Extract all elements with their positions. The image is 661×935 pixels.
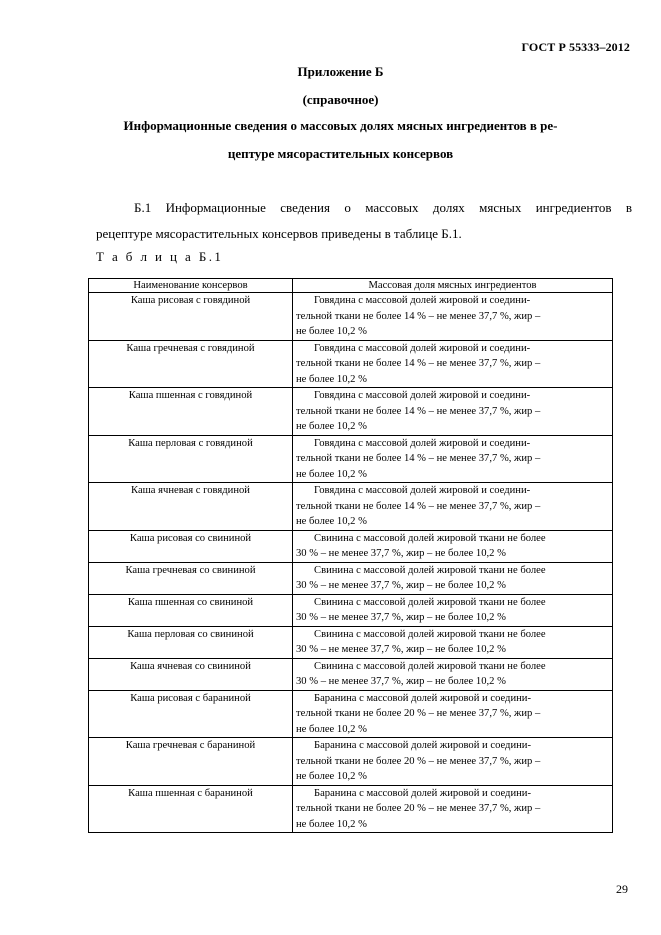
table-row (89, 594, 613, 626)
meat-share-cell (293, 690, 613, 738)
meat-share-line: не более 10,2 % (296, 516, 367, 527)
ingredients-table (88, 278, 613, 833)
meat-share-line: 30 % – не менее 37,7 %, жир – не более 10,2 % (296, 676, 506, 687)
appendix-heading-line-2: цептуре мясорастительных консервов (227, 146, 454, 161)
table-row (89, 690, 613, 738)
meat-share-cell (293, 340, 613, 388)
product-name-cell: Каша ячневая со свининой (89, 658, 293, 690)
table-row (89, 530, 613, 562)
product-name-cell: Каша ячневая с говядиной (89, 483, 293, 531)
table-body (89, 293, 613, 833)
document-code: ГОСТ Р 55333–2012 (521, 40, 630, 54)
product-name-cell: Каша пшенная со свининой (89, 594, 293, 626)
column-header-name: Наименование консервов (89, 279, 293, 293)
meat-share-line: 30 % – не менее 37,7 %, жир – не более 10,2 % (296, 548, 506, 559)
meat-share-line: не более 10,2 % (296, 468, 367, 480)
meat-share-line: Баранина с массовой долей жировой и соедини- (314, 692, 531, 704)
table-row (89, 340, 613, 388)
product-name-cell: Каша пшенная с говядиной (89, 388, 293, 436)
table-row (89, 388, 613, 436)
product-name-cell: Каша рисовая со свининой (89, 530, 293, 562)
meat-share-line: Говядина с массовой долей жировой и соедини- (314, 295, 531, 306)
meat-share-line: тельной ткани не более 14 % – не менее 37,7 %, жир – (296, 358, 541, 369)
product-name-cell: Каша гречневая со свининой (89, 562, 293, 594)
meat-share-cell (293, 293, 613, 341)
meat-share-line: Свинина с массовой долей жировой ткани не более (314, 660, 546, 672)
meat-share-cell (293, 626, 613, 658)
meat-share-line: не более 10,2 % (296, 818, 367, 830)
meat-share-line: 30 % – не менее 37,7 %, жир – не более 10,2 % (296, 644, 506, 655)
meat-share-line: тельной ткани не более 14 % – не менее 37,7 %, жир – (296, 310, 541, 322)
product-name-cell: Каша рисовая с бараниной (89, 690, 293, 738)
table-header-row (89, 279, 613, 293)
meat-share-line: Баранина с массовой долей жировой и соедини- (314, 787, 531, 799)
meat-share-line: не более 10,2 % (296, 373, 367, 385)
meat-share-line: тельной ткани не более 14 % – не менее 37,7 %, жир – (296, 453, 541, 464)
intro-paragraph-line-2: рецептуре мясорастительных консервов приведены в таблице Б.1. (96, 226, 462, 241)
appendix-title: Приложение Б (297, 64, 384, 79)
meat-share-line: Свинина с массовой долей жировой ткани не более (314, 596, 546, 608)
table-row (89, 658, 613, 690)
meat-share-cell (293, 738, 613, 786)
meat-share-line: Говядина с массовой долей жировой и соедини- (314, 485, 531, 496)
meat-share-line: тельной ткани не более 14 % – не менее 37,7 %, жир – (296, 405, 541, 417)
meat-share-line: тельной ткани не более 14 % – не менее 37,7 %, жир – (296, 500, 541, 512)
meat-share-cell (293, 785, 613, 833)
meat-share-line: Свинина с массовой долей жировой ткани не более (314, 564, 546, 576)
product-name-cell: Каша перловая с говядиной (89, 435, 293, 483)
meat-share-line: Говядина с массовой долей жировой и соедини- (314, 390, 531, 401)
meat-share-line: Свинина с массовой долей жировой ткани не более (314, 532, 546, 544)
meat-share-cell (293, 530, 613, 562)
meat-share-cell (293, 483, 613, 531)
product-name-cell: Каша гречневая с бараниной (89, 738, 293, 786)
meat-share-line: Свинина с массовой долей жировой ткани не более (314, 628, 546, 640)
meat-share-line: тельной ткани не более 20 % – не менее 37,7 %, жир – (296, 755, 541, 767)
table-label: Т а б л и ц а Б.1 (96, 249, 224, 264)
intro-paragraph-line-1: Б.1 Информационные сведения о массовых долях мясных ингредиентов в (134, 200, 632, 215)
meat-share-line: не более 10,2 % (296, 421, 367, 432)
meat-share-line: Говядина с массовой долей жировой и соедини- (314, 437, 531, 449)
meat-share-line: Говядина с массовой долей жировой и соедини- (314, 342, 531, 354)
meat-share-cell (293, 658, 613, 690)
product-name-cell: Каша рисовая с говядиной (89, 293, 293, 341)
meat-share-cell (293, 562, 613, 594)
table-row (89, 785, 613, 833)
meat-share-line: не более 10,2 % (296, 723, 367, 735)
meat-share-line: не более 10,2 % (296, 771, 367, 782)
meat-share-line: Баранина с массовой долей жировой и соедини- (314, 740, 531, 751)
meat-share-line: 30 % – не менее 37,7 %, жир – не более 10,2 % (296, 580, 506, 591)
appendix-type: (справочное) (302, 92, 379, 107)
meat-share-line: 30 % – не менее 37,7 %, жир – не более 10,2 % (296, 612, 506, 623)
table-row (89, 293, 613, 341)
meat-share-line: тельной ткани не более 20 % – не менее 37,7 %, жир – (296, 708, 541, 719)
meat-share-cell (293, 435, 613, 483)
meat-share-line: тельной ткани не более 20 % – не менее 37,7 %, жир – (296, 803, 541, 814)
product-name-cell: Каша перловая со свининой (89, 626, 293, 658)
table-row (89, 562, 613, 594)
meat-share-cell (293, 388, 613, 436)
meat-share-cell (293, 594, 613, 626)
table-row (89, 435, 613, 483)
table-row (89, 738, 613, 786)
page-number: 29 (616, 882, 628, 896)
product-name-cell: Каша пшенная с бараниной (89, 785, 293, 833)
meat-share-line: не более 10,2 % (296, 326, 367, 337)
column-header-share: Массовая доля мясных ингредиентов (293, 279, 613, 293)
product-name-cell: Каша гречневая с говядиной (89, 340, 293, 388)
table-row (89, 483, 613, 531)
appendix-heading-line-1: Информационные сведения о массовых долях мясных ингредиентов в ре- (123, 118, 558, 133)
table-row (89, 626, 613, 658)
